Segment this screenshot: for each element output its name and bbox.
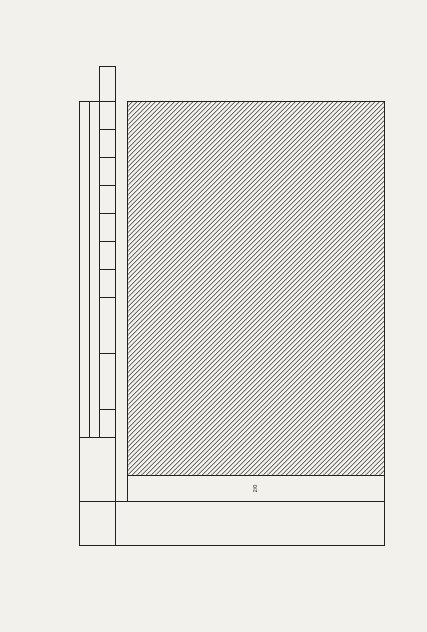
code-caption <box>90 102 100 438</box>
col-header <box>100 298 116 354</box>
col-header <box>100 158 116 186</box>
col-header <box>100 354 116 410</box>
header-name <box>80 438 116 502</box>
col-header <box>100 67 116 102</box>
header-class <box>80 502 116 546</box>
col-header <box>100 410 116 438</box>
header-code <box>116 502 385 546</box>
col-header <box>100 102 116 130</box>
rotated-table-block <box>65 66 405 546</box>
col-header <box>100 130 116 158</box>
col-header <box>100 270 116 298</box>
intermediate-symbols-table: 2/0 <box>79 66 385 546</box>
col-header <box>100 186 116 214</box>
group-caption <box>80 102 90 438</box>
col-header <box>100 214 116 242</box>
col-header <box>100 242 116 270</box>
